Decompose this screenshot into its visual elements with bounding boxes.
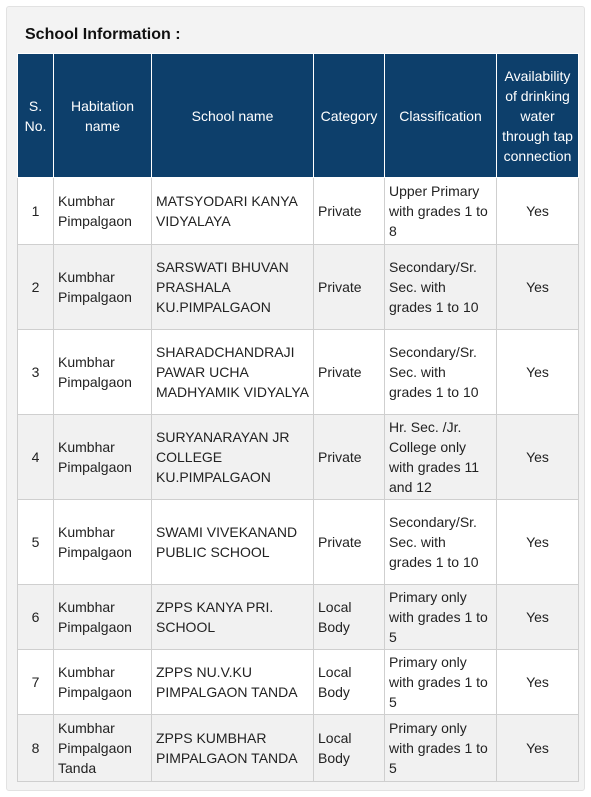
- cell-school-name: ZPPS KUMBHAR PIMPALGAON TANDA: [152, 715, 314, 782]
- cell-water: Yes: [497, 330, 579, 415]
- school-table: [17, 53, 579, 782]
- cell-category: Local Body: [314, 650, 385, 715]
- cell-classification: Primary only with grades 1 to 5: [385, 650, 497, 715]
- cell-water: Yes: [497, 415, 579, 500]
- cell-habitation: Kumbhar Pimpalgaon: [54, 500, 152, 585]
- header-category: Category: [314, 54, 385, 178]
- cell-classification: Hr. Sec. /Jr. College only with grades 11 and 12: [385, 415, 497, 500]
- table-row: [18, 178, 579, 245]
- header-water: Availability of drinking water through tap connection: [497, 54, 579, 178]
- table-row: [18, 715, 579, 782]
- section-title: School Information :: [25, 26, 181, 43]
- cell-water: Yes: [497, 178, 579, 245]
- cell-sno: 4: [18, 415, 54, 500]
- cell-school-name: ZPPS NU.V.KU PIMPALGAON TANDA: [152, 650, 314, 715]
- cell-habitation: Kumbhar Pimpalgaon: [54, 178, 152, 245]
- table-row: [18, 330, 579, 415]
- cell-water: Yes: [497, 715, 579, 782]
- table-row: [18, 500, 579, 585]
- cell-school-name: SARSWATI BHUVAN PRASHALA KU.PIMPALGAON: [152, 245, 314, 330]
- cell-category: Private: [314, 178, 385, 245]
- cell-habitation: Kumbhar Pimpalgaon: [54, 330, 152, 415]
- header-school-name: School name: [152, 54, 314, 178]
- table-row: [18, 415, 579, 500]
- table-row: [18, 585, 579, 650]
- cell-sno: 6: [18, 585, 54, 650]
- cell-school-name: SWAMI VIVEKANAND PUBLIC SCHOOL: [152, 500, 314, 585]
- school-info-panel: [6, 6, 585, 791]
- table-row: [18, 245, 579, 330]
- cell-sno: 1: [18, 178, 54, 245]
- table-header: [18, 54, 579, 178]
- cell-sno: 5: [18, 500, 54, 585]
- cell-category: Private: [314, 500, 385, 585]
- cell-classification: Secondary/Sr. Sec. with grades 1 to 10: [385, 245, 497, 330]
- cell-habitation: Kumbhar Pimpalgaon: [54, 245, 152, 330]
- cell-water: Yes: [497, 245, 579, 330]
- cell-school-name: SHARADCHANDRAJI PAWAR UCHA MADHYAMIK VIDYALYA: [152, 330, 314, 415]
- cell-sno: 8: [18, 715, 54, 782]
- cell-school-name: ZPPS KANYA PRI. SCHOOL: [152, 585, 314, 650]
- cell-school-name: SURYANARAYAN JR COLLEGE KU.PIMPALGAON: [152, 415, 314, 500]
- cell-classification: Primary only with grades 1 to 5: [385, 715, 497, 782]
- cell-water: Yes: [497, 500, 579, 585]
- header-habitation: Habitation name: [54, 54, 152, 178]
- cell-category: Private: [314, 245, 385, 330]
- cell-habitation: Kumbhar Pimpalgaon: [54, 650, 152, 715]
- header-sno: S. No.: [18, 54, 54, 178]
- cell-classification: Primary only with grades 1 to 5: [385, 585, 497, 650]
- cell-school-name: MATSYODARI KANYA VIDYALAYA: [152, 178, 314, 245]
- cell-habitation: Kumbhar Pimpalgaon: [54, 585, 152, 650]
- cell-water: Yes: [497, 650, 579, 715]
- cell-sno: 7: [18, 650, 54, 715]
- table-row: [18, 650, 579, 715]
- cell-sno: 2: [18, 245, 54, 330]
- header-classification: Classification: [385, 54, 497, 178]
- cell-habitation: Kumbhar Pimpalgaon: [54, 415, 152, 500]
- cell-category: Local Body: [314, 585, 385, 650]
- table-body: [18, 178, 579, 782]
- cell-category: Private: [314, 330, 385, 415]
- cell-classification: Secondary/Sr. Sec. with grades 1 to 10: [385, 500, 497, 585]
- cell-water: Yes: [497, 585, 579, 650]
- cell-sno: 3: [18, 330, 54, 415]
- cell-classification: Upper Primary with grades 1 to 8: [385, 178, 497, 245]
- cell-classification: Secondary/Sr. Sec. with grades 1 to 10: [385, 330, 497, 415]
- cell-category: Local Body: [314, 715, 385, 782]
- cell-habitation: Kumbhar Pimpalgaon Tanda: [54, 715, 152, 782]
- cell-category: Private: [314, 415, 385, 500]
